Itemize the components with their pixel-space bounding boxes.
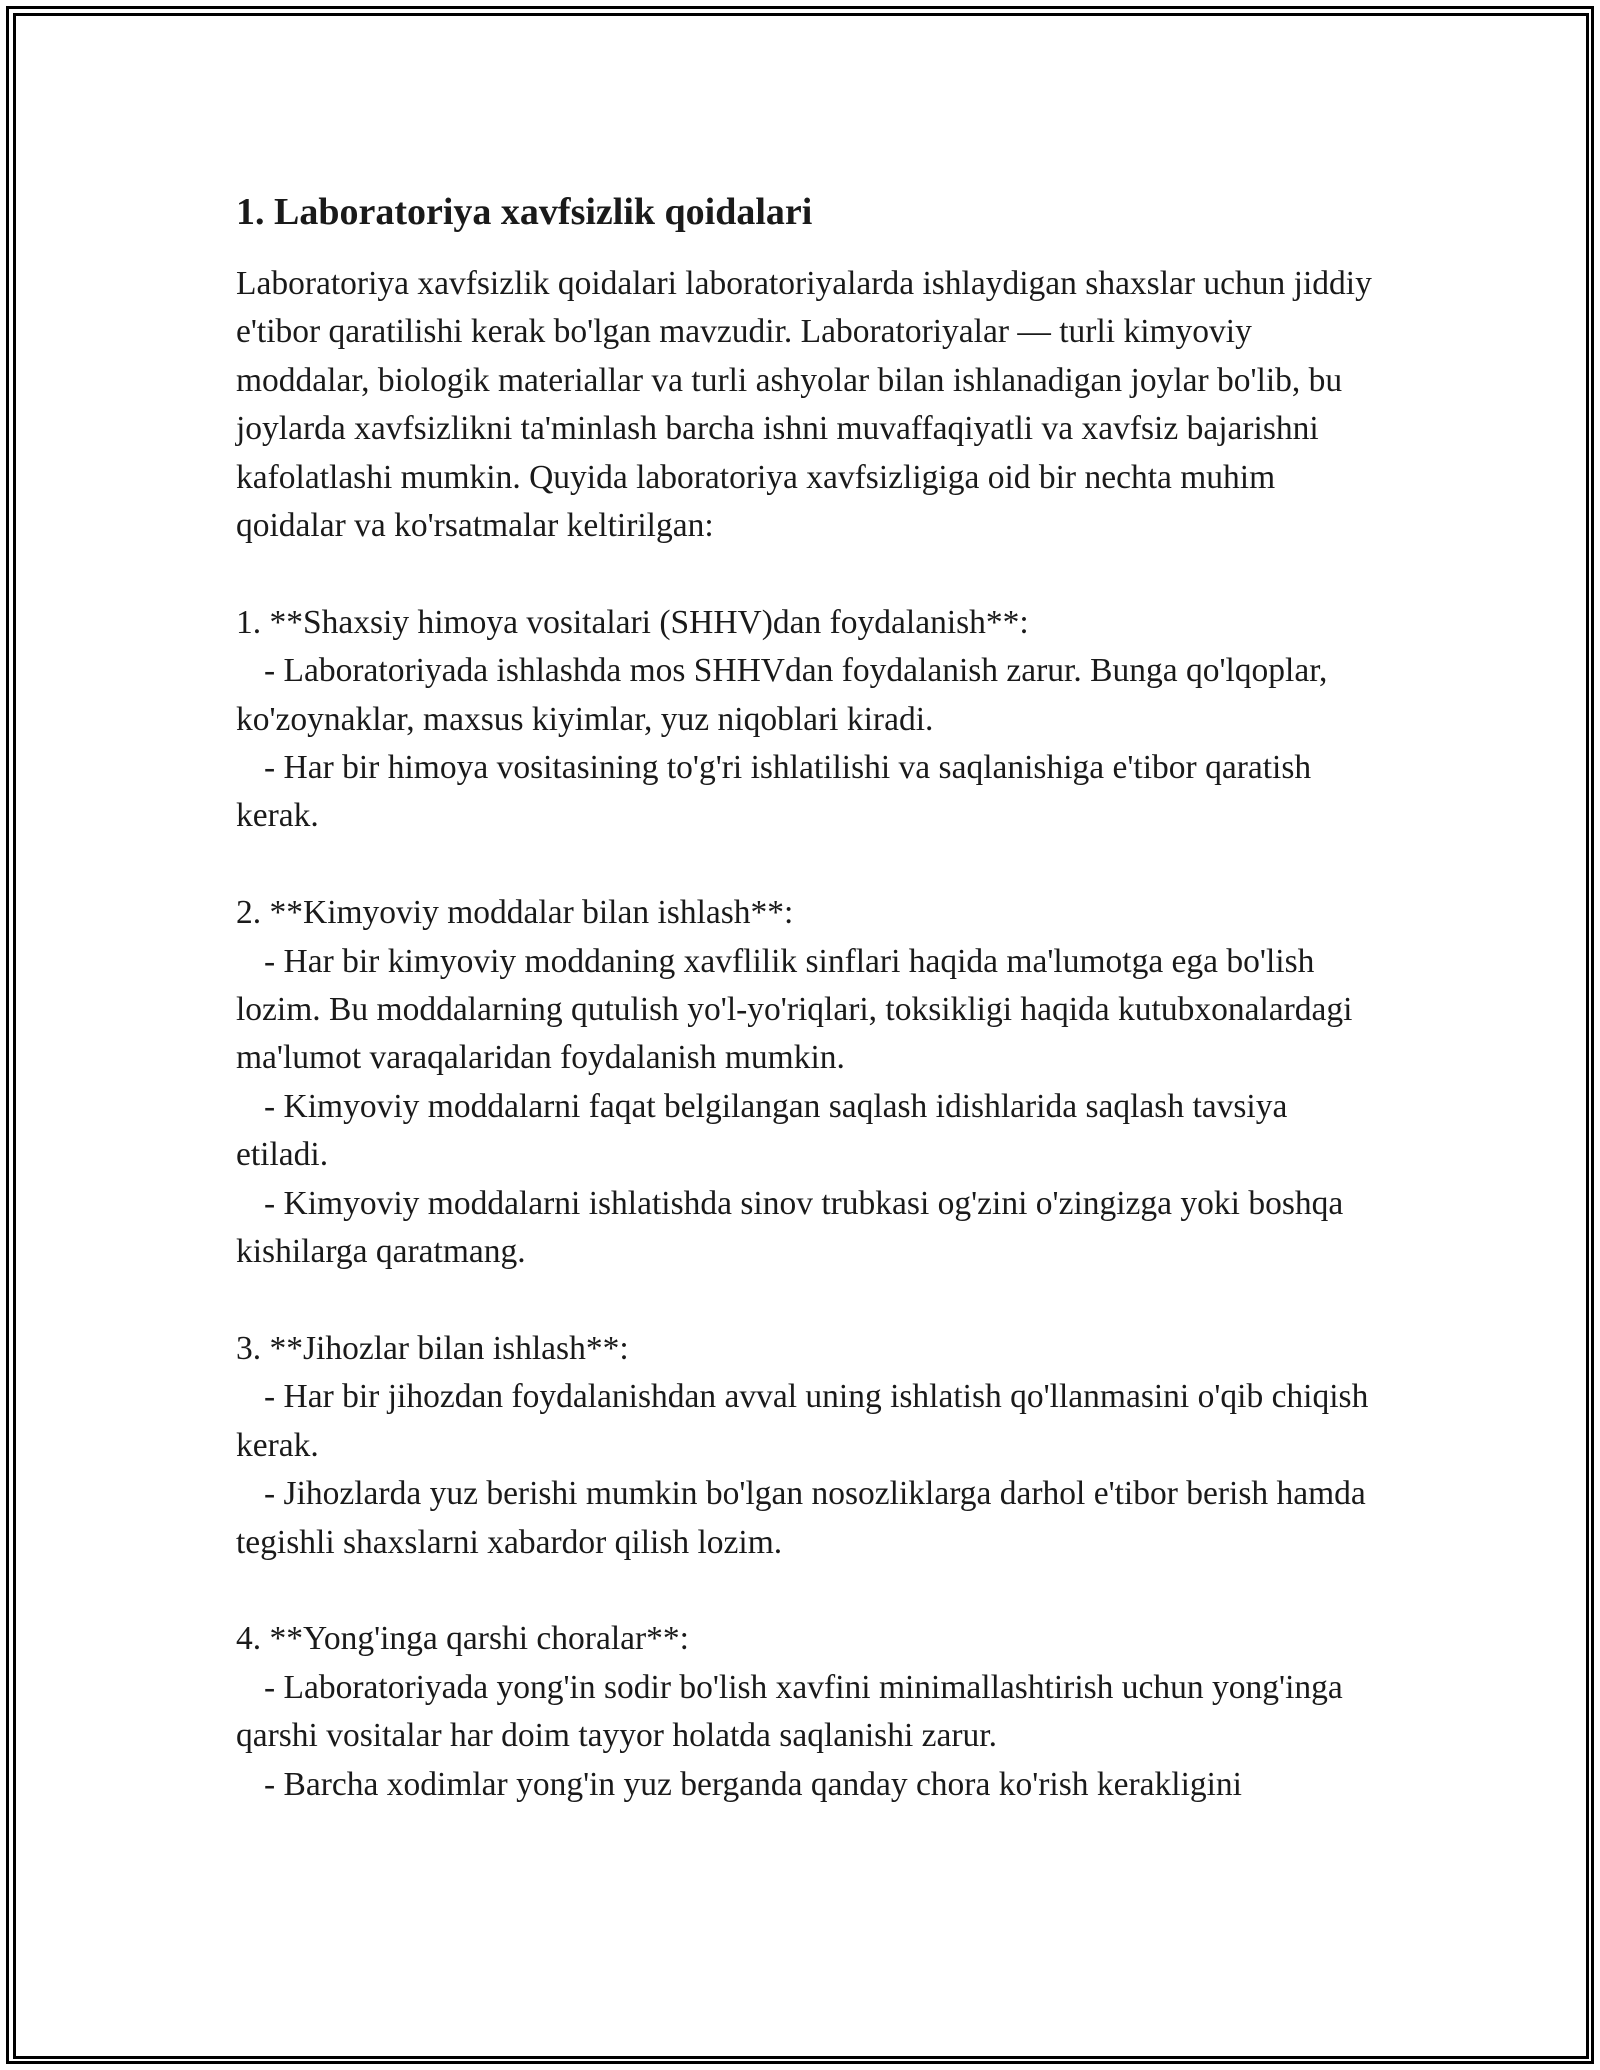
section-3 — [236, 1325, 1386, 1567]
section-point: - Kimyoviy moddalarni ishlatishda sinov trubkasi og'zini o'zingizga yoki boshqa kishilarga qaratmang. — [236, 1184, 1352, 1271]
section-point: - Laboratoriyada yong'in sodir bo'lish xavfini minimallashtirish uchun yong'inga qarshi vositalar har doim tayyor holatda saqlanishi zarur. — [236, 1668, 1352, 1755]
section-point: - Har bir kimyoviy moddaning xavflilik sinflari haqida ma'lumotga ega bo'lish lozim. Bu moddalarning qutulish yo'l-yo'riqlari, toksikligi haqida kutubxonalardagi ma'lumot varaqalaridan foydalanish mumkin. — [236, 942, 1361, 1077]
section-title: 3. **Jihozlar bilan ishlash**: — [236, 1329, 629, 1367]
section-point: - Har bir himoya vositasining to'g'ri ishlatilishi va saqlanishiga e'tibor qaratish kerak. — [236, 749, 1320, 835]
spacer — [236, 1277, 1386, 1325]
section-point: - Jihozlarda yuz berishi mumkin bo'lgan nosozliklarga darhol e'tibor berish hamda tegishli shaxslarni xabardor qilish lozim. — [236, 1475, 1375, 1561]
spacer — [236, 550, 1386, 598]
spacer — [236, 841, 1386, 889]
section-title: 2. **Kimyoviy moddalar bilan ishlash**: — [236, 894, 794, 932]
section-point: - Laboratoriyada ishlashda mos SHHVdan foydalanish zarur. Bunga qo'lqoplar, ko'zoynaklar, maxsus kiyimlar, yuz niqoblari kiradi. — [236, 652, 1336, 738]
document-body — [236, 186, 1386, 1809]
section-4 — [236, 1615, 1386, 1809]
section-point: - Har bir jihozdan foydalanishdan avval uning ishlatish qo'llanmasini o'qib chiqish kerak. — [236, 1378, 1377, 1464]
section-point: - Barcha xodimlar yong'in yuz berganda qanday chora ko'rish kerakligini — [264, 1765, 1242, 1803]
section-title: 1. **Shaxsiy himoya vositalari (SHHV)dan foydalanish**: — [236, 603, 1029, 641]
intro-paragraph: Laboratoriya xavfsizlik qoidalari laboratoriyalarda ishlaydigan shaxslar uchun jiddiy e'tibor qaratilishi kerak bo'lgan mavzudir. Laboratoriyalar — turli kimyoviy moddalar, biologik materiallar va turli ashyolar bilan ishlanadigan joylar bo'lib, bu joylarda xavfsizlikni ta'minlash barcha ishni muvaffaqiyatli va xavfsiz bajarishni kafolatlashi mumkin. Quyida laboratoriya xavfsizligiga oid bir nechta muhim qoidalar va ko'rsatmalar keltirilgan: — [236, 265, 1381, 545]
section-title: 4. **Yong'inga qarshi choralar**: — [236, 1620, 689, 1658]
section-point: - Kimyoviy moddalarni faqat belgilangan saqlash idishlarida saqlash tavsiya etiladi. — [236, 1087, 1296, 1174]
section-2 — [236, 889, 1386, 1276]
spacer — [236, 1567, 1386, 1615]
section-1 — [236, 599, 1386, 841]
document-heading: 1. Laboratoriya xavfsizlik qoidalari — [236, 191, 813, 233]
